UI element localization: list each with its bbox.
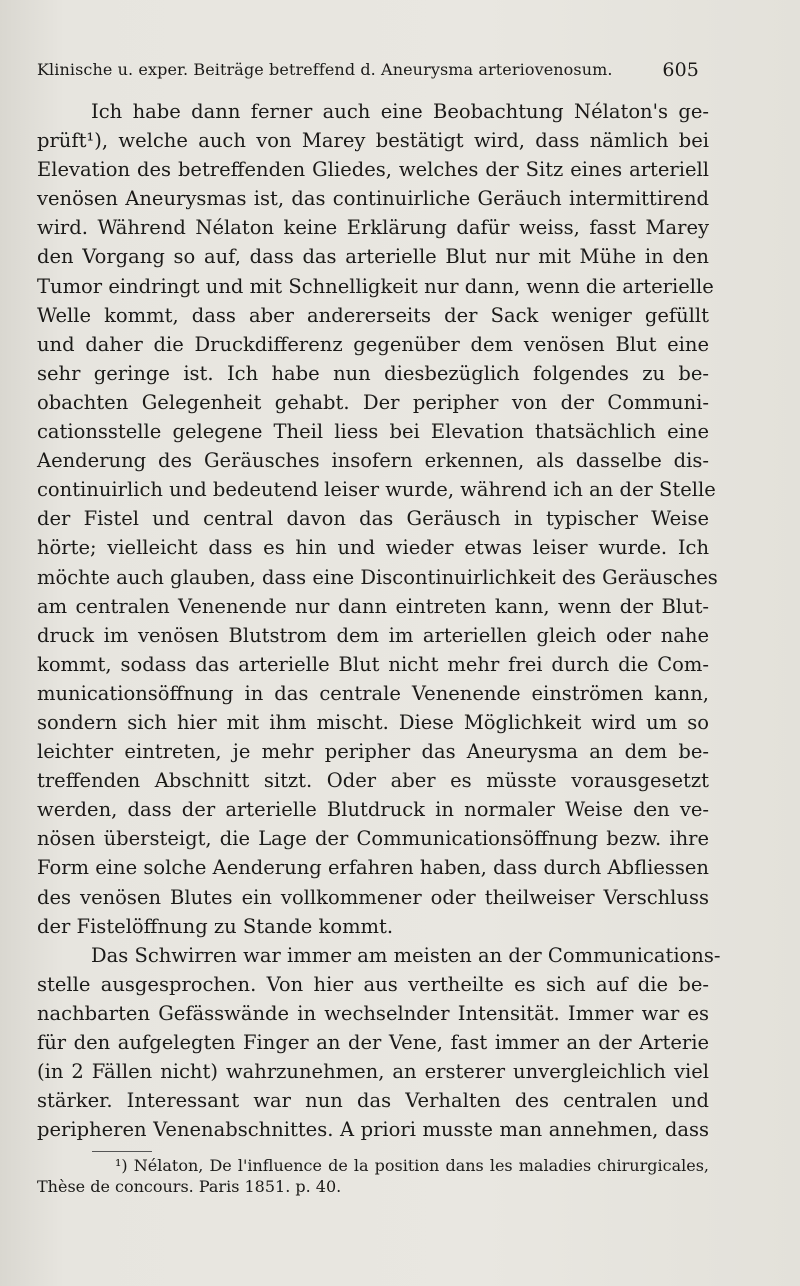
text-line: den Vorgang so auf, dass das arterielle Blut nur mit Mühe in den [37,245,709,269]
text-line: nachbarten Gefässwände in wechselnder Intensität. Immer war es [37,1001,709,1025]
text-line: wird. Während Nélaton keine Erklärung dafür weiss, fasst Marey [37,216,709,240]
footnote [37,1155,709,1197]
text-line: stelle ausgesprochen. Von hier aus vertheilte es sich auf die be- [37,972,709,996]
text-line: des venösen Blutes ein vollkommener oder theilweiser Verschluss [37,885,709,909]
text-line: am centralen Venenende nur dann eintreten kann, wenn der Blut- [37,594,709,618]
text-line: möchte auch glauben, dass eine Discontinuirlichkeit des Geräusches [37,565,718,589]
paragraph-2 [37,941,721,1145]
text-line: venösen Aneurysmas ist, das continuirliche Geräuch intermittirend [37,187,709,211]
body-text [37,97,721,1144]
text-line: continuirlich und bedeutend leiser wurde, während ich an der Stelle [37,478,716,502]
text-line: treffenden Abschnitt sitzt. Oder aber es müsste vorausgesetzt [37,769,709,793]
text-line: der Fistel und central davon das Geräusch in typischer Weise [37,507,709,531]
text-line: municationsöffnung in das centrale Venenende einströmen kann, [37,681,709,705]
text-line: sondern sich hier mit ihm mischt. Diese Möglichkeit wird um so [37,710,709,734]
text-line: Ich habe dann ferner auch eine Beobachtung Nélaton's ge- [91,100,709,123]
text-line: und daher die Druckdifferenz gegenüber dem venösen Blut eine [37,332,709,356]
text-line: der Fistelöffnung zu Stande kommt. [37,914,394,938]
text-line: leichter eintreten, je mehr peripher das Aneurysma an dem be- [37,740,709,764]
text-line: hörte; vielleicht dass es hin und wieder etwas leiser wurde. Ich [37,536,709,560]
footnote-line: Thèse de concours. Paris 1851. p. 40. [37,1177,342,1196]
text-line: Form eine solche Aenderung erfahren haben, dass durch Abfliessen [37,856,709,880]
running-header-title: Klinische u. exper. Beiträge betreffend d. Aneurysma arteriovenosum. [37,60,613,79]
text-line: nösen übersteigt, die Lage der Communicationsöffnung bezw. ihre [37,827,709,851]
text-line: (in 2 Fällen nicht) wahrzunehmen, an ersterer unvergleichlich viel [37,1060,709,1084]
text-line: stärker. Interessant war nun das Verhalten des centralen und [37,1089,709,1113]
text-line: cationsstelle gelegene Theil liess bei Elevation thatsächlich eine [37,420,709,444]
text-line: Aenderung des Geräusches insofern erkennen, als dasselbe dis- [37,449,709,473]
text-line: prüft¹), welche auch von Marey bestätigt wird, dass nämlich bei [37,129,709,153]
footnote-divider [92,1151,152,1152]
text-line: peripheren Venenabschnittes. A priori musste man annehmen, dass [37,1118,709,1142]
text-line: Welle kommt, dass aber andererseits der Sack weniger gefüllt [37,303,709,327]
text-line: Elevation des betreffenden Gliedes, welches der Sitz eines arteriell [37,158,709,182]
text-line: druck im venösen Blutstrom dem im arteriellen gleich oder nahe [37,623,709,647]
text-line: für den aufgelegten Finger an der Vene, fast immer an der Arterie [37,1031,709,1054]
text-line: obachten Gelegenheit gehabt. Der peripher von der Communi- [37,390,709,414]
text-line: Tumor eindringt und mit Schnelligkeit nur dann, wenn die arterielle [37,274,714,298]
paragraph-1 [37,97,718,941]
running-header [37,60,699,86]
footnote-line: ¹) Nélaton, De l'influence de la position dans les maladies chirurgicales, [115,1156,709,1175]
text-line: kommt, sodass das arterielle Blut nicht mehr frei durch die Com- [37,652,709,676]
page-number: 605 [662,59,699,81]
text-line: sehr geringe ist. Ich habe nun diesbezüglich folgendes zu be- [37,361,709,385]
text-line: Das Schwirren war immer am meisten an der Communications- [91,943,721,967]
text-line: werden, dass der arterielle Blutdruck in normaler Weise den ve- [37,798,709,822]
